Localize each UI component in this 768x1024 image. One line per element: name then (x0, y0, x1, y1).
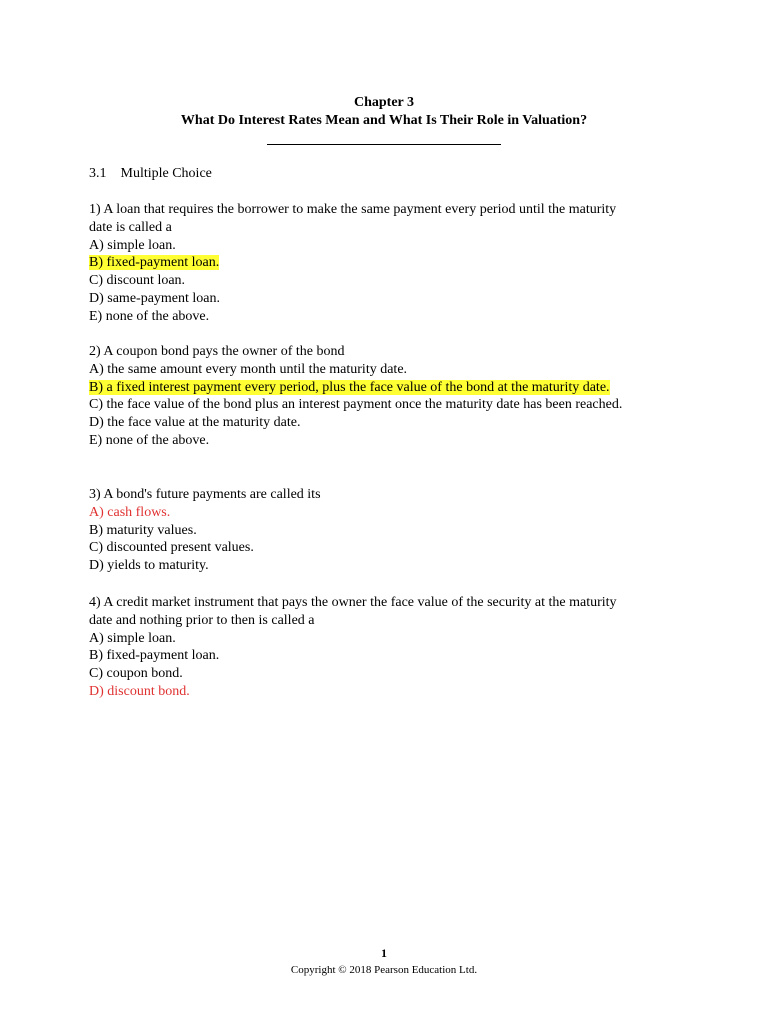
section-number: 3.1 (89, 166, 107, 181)
option-text: A) simple loan. (89, 237, 176, 253)
question-stem-line: date and nothing prior to then is called a (89, 612, 315, 628)
answer-option (89, 254, 679, 272)
answer-option (89, 290, 679, 308)
option-text: C) coupon bond. (89, 666, 183, 682)
question-stem-line: 3) A bond's future payments are called its (89, 487, 321, 502)
question-stem-line: date is called a (89, 219, 172, 235)
answer-option (89, 396, 679, 414)
answer-option (89, 379, 679, 397)
question-2 (89, 343, 679, 450)
option-text: B) maturity values. (89, 522, 197, 538)
answer-option (89, 683, 679, 701)
chapter-heading: Chapter 3 (353, 95, 415, 110)
copyright-notice: Copyright © 2018 Pearson Education Ltd. (290, 964, 478, 976)
answer-option (89, 361, 679, 379)
question-stem-line: 4) A credit market instrument that pays the owner the face value of the security at the maturity (89, 595, 617, 610)
answer-option (89, 237, 679, 255)
section-heading (89, 165, 212, 183)
option-text: A) simple loan. (89, 630, 176, 646)
answer-option (89, 308, 679, 326)
option-text: E) none of the above. (89, 308, 210, 324)
chapter-title: What Do Interest Rates Mean and What Is Their Role in Valuation? (180, 113, 588, 128)
option-text: C) discounted present values. (89, 540, 254, 556)
option-text: D) yields to maturity. (89, 558, 209, 574)
answer-option (89, 522, 679, 540)
answer-option (89, 414, 679, 432)
question-3 (89, 486, 679, 575)
option-text: B) fixed-payment loan. (89, 648, 220, 664)
option-text: C) the face value of the bond plus an interest payment once the maturity date has been reached. (89, 397, 623, 413)
option-text: D) the face value at the maturity date. (89, 415, 301, 431)
question-stem-line: 1) A loan that requires the borrower to make the same payment every period until the maturity (89, 202, 617, 217)
option-text: D) same-payment loan. (89, 290, 221, 306)
answer-option (89, 504, 679, 522)
answer-option (89, 272, 679, 290)
question-stem-line: 2) A coupon bond pays the owner of the bond (89, 344, 345, 359)
answer-option (89, 665, 679, 683)
option-text: C) discount loan. (89, 273, 186, 289)
answer-option (89, 630, 679, 648)
option-text: A) the same amount every month until the maturity date. (89, 361, 408, 377)
question-1 (89, 201, 679, 326)
answer-option (89, 432, 679, 450)
answer-option (89, 539, 679, 557)
title-underline (267, 144, 501, 145)
page-number: 1 (381, 946, 387, 960)
correct-answer-text: B) fixed-payment loan. (89, 255, 220, 271)
answer-option (89, 647, 679, 665)
correct-answer-text: B) a fixed interest payment every period, plus the face value of the bond at the maturity date. (89, 379, 610, 395)
answer-option (89, 557, 679, 575)
section-label: Multiple Choice (120, 166, 212, 181)
question-4 (89, 594, 679, 701)
correct-answer-text: A) cash flows. (89, 504, 171, 520)
correct-answer-text: D) discount bond. (89, 683, 190, 699)
option-text: E) none of the above. (89, 432, 210, 448)
